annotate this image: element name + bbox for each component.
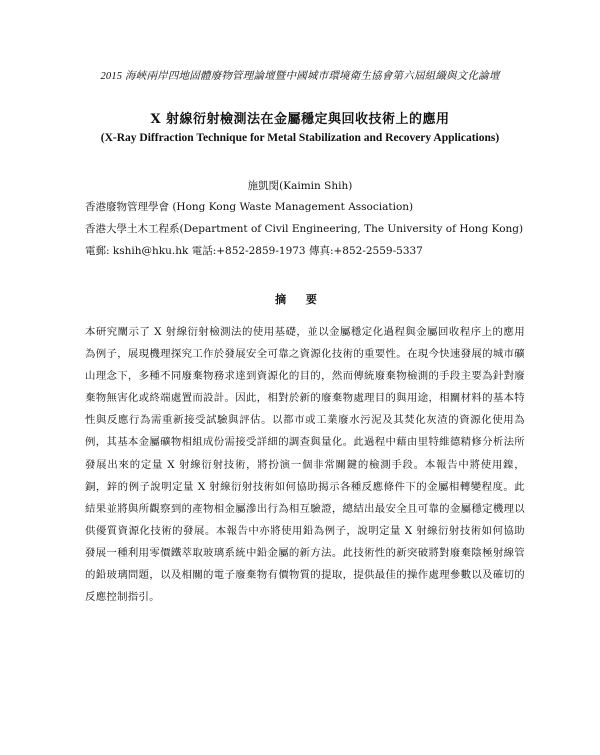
title-english: (X-Ray Diffraction Technique for Metal Stabilization and Recovery Applications) xyxy=(100,132,500,144)
affiliation-department: 香港大學土木工程系(Department of Civil Engineering, The University of Hong Kong) xyxy=(85,223,524,235)
abstract-body: 本研究闡示了 X 射線衍射檢測法的使用基礎，並以金屬穩定化過程與金屬回收程序上的應用為例子，展現機理探究工作於發展安全可靠之資源化技術的重要性。在現今快速發展的城市礦山理念下，多種不同廢棄物務求達到資源化的目的，然而傳統廢棄物檢測的手段主要為針對廢棄物無害化或終端處置而設計。因此，相對於新的廢棄物處理目的與用途，相關材料的基本特性與反應行為需重新接受試驗與評估。以都市或工業廢水污泥及其焚化灰渣的資源化使用為例，其基本金屬礦物相組成份需接受詳細的調查與量化。此過程中藉由里特維德精修分析法所發展出來的定量 X 射線衍射技術，將扮演一個非常關鍵的檢測手段。本報告中將使用鎳，銅，鋅的例子說明定量 X 射線衍射技術如何協助揭示各種反應條件下的金屬相轉變程度。此結果並將與所觀察到的產物相金屬滲出行為相互驗證，總結出最安全且可靠的金屬穩定機理以供優質資源化技術的發展。本報告中亦將使用鉛為例子，說明定量 X 射線衍射技術如何協助發展一種利用零價鐵萃取玻璃系統中鉛金屬的新方法。此技術性的新突破將對廢棄陰極射線管的鉛玻璃問題，以及相關的電子廢棄物有價物質的提取，提供最佳的操作處理參數以及確切的反應控制指引。 xyxy=(85,326,525,604)
abstract-heading: 摘 要 xyxy=(275,293,325,306)
affiliation-association: 香港廢物管理學會 (Hong Kong Waste Management Association) xyxy=(85,201,414,213)
author-name: 施凱閔(Kaimin Shih) xyxy=(247,180,353,192)
title-chinese: X 射線衍射檢測法在金屬穩定與回收技術上的應用 xyxy=(150,112,450,127)
conference-header: 2015 海峽兩岸四地固體廢物管理論壇暨中國城市環境衛生協會第六屆組織與文化論壇 xyxy=(100,71,500,82)
contact-info: 電郵: kshih@hku.hk 電話:+852-2859-1973 傳真:+852-2559-5337 xyxy=(85,245,423,257)
